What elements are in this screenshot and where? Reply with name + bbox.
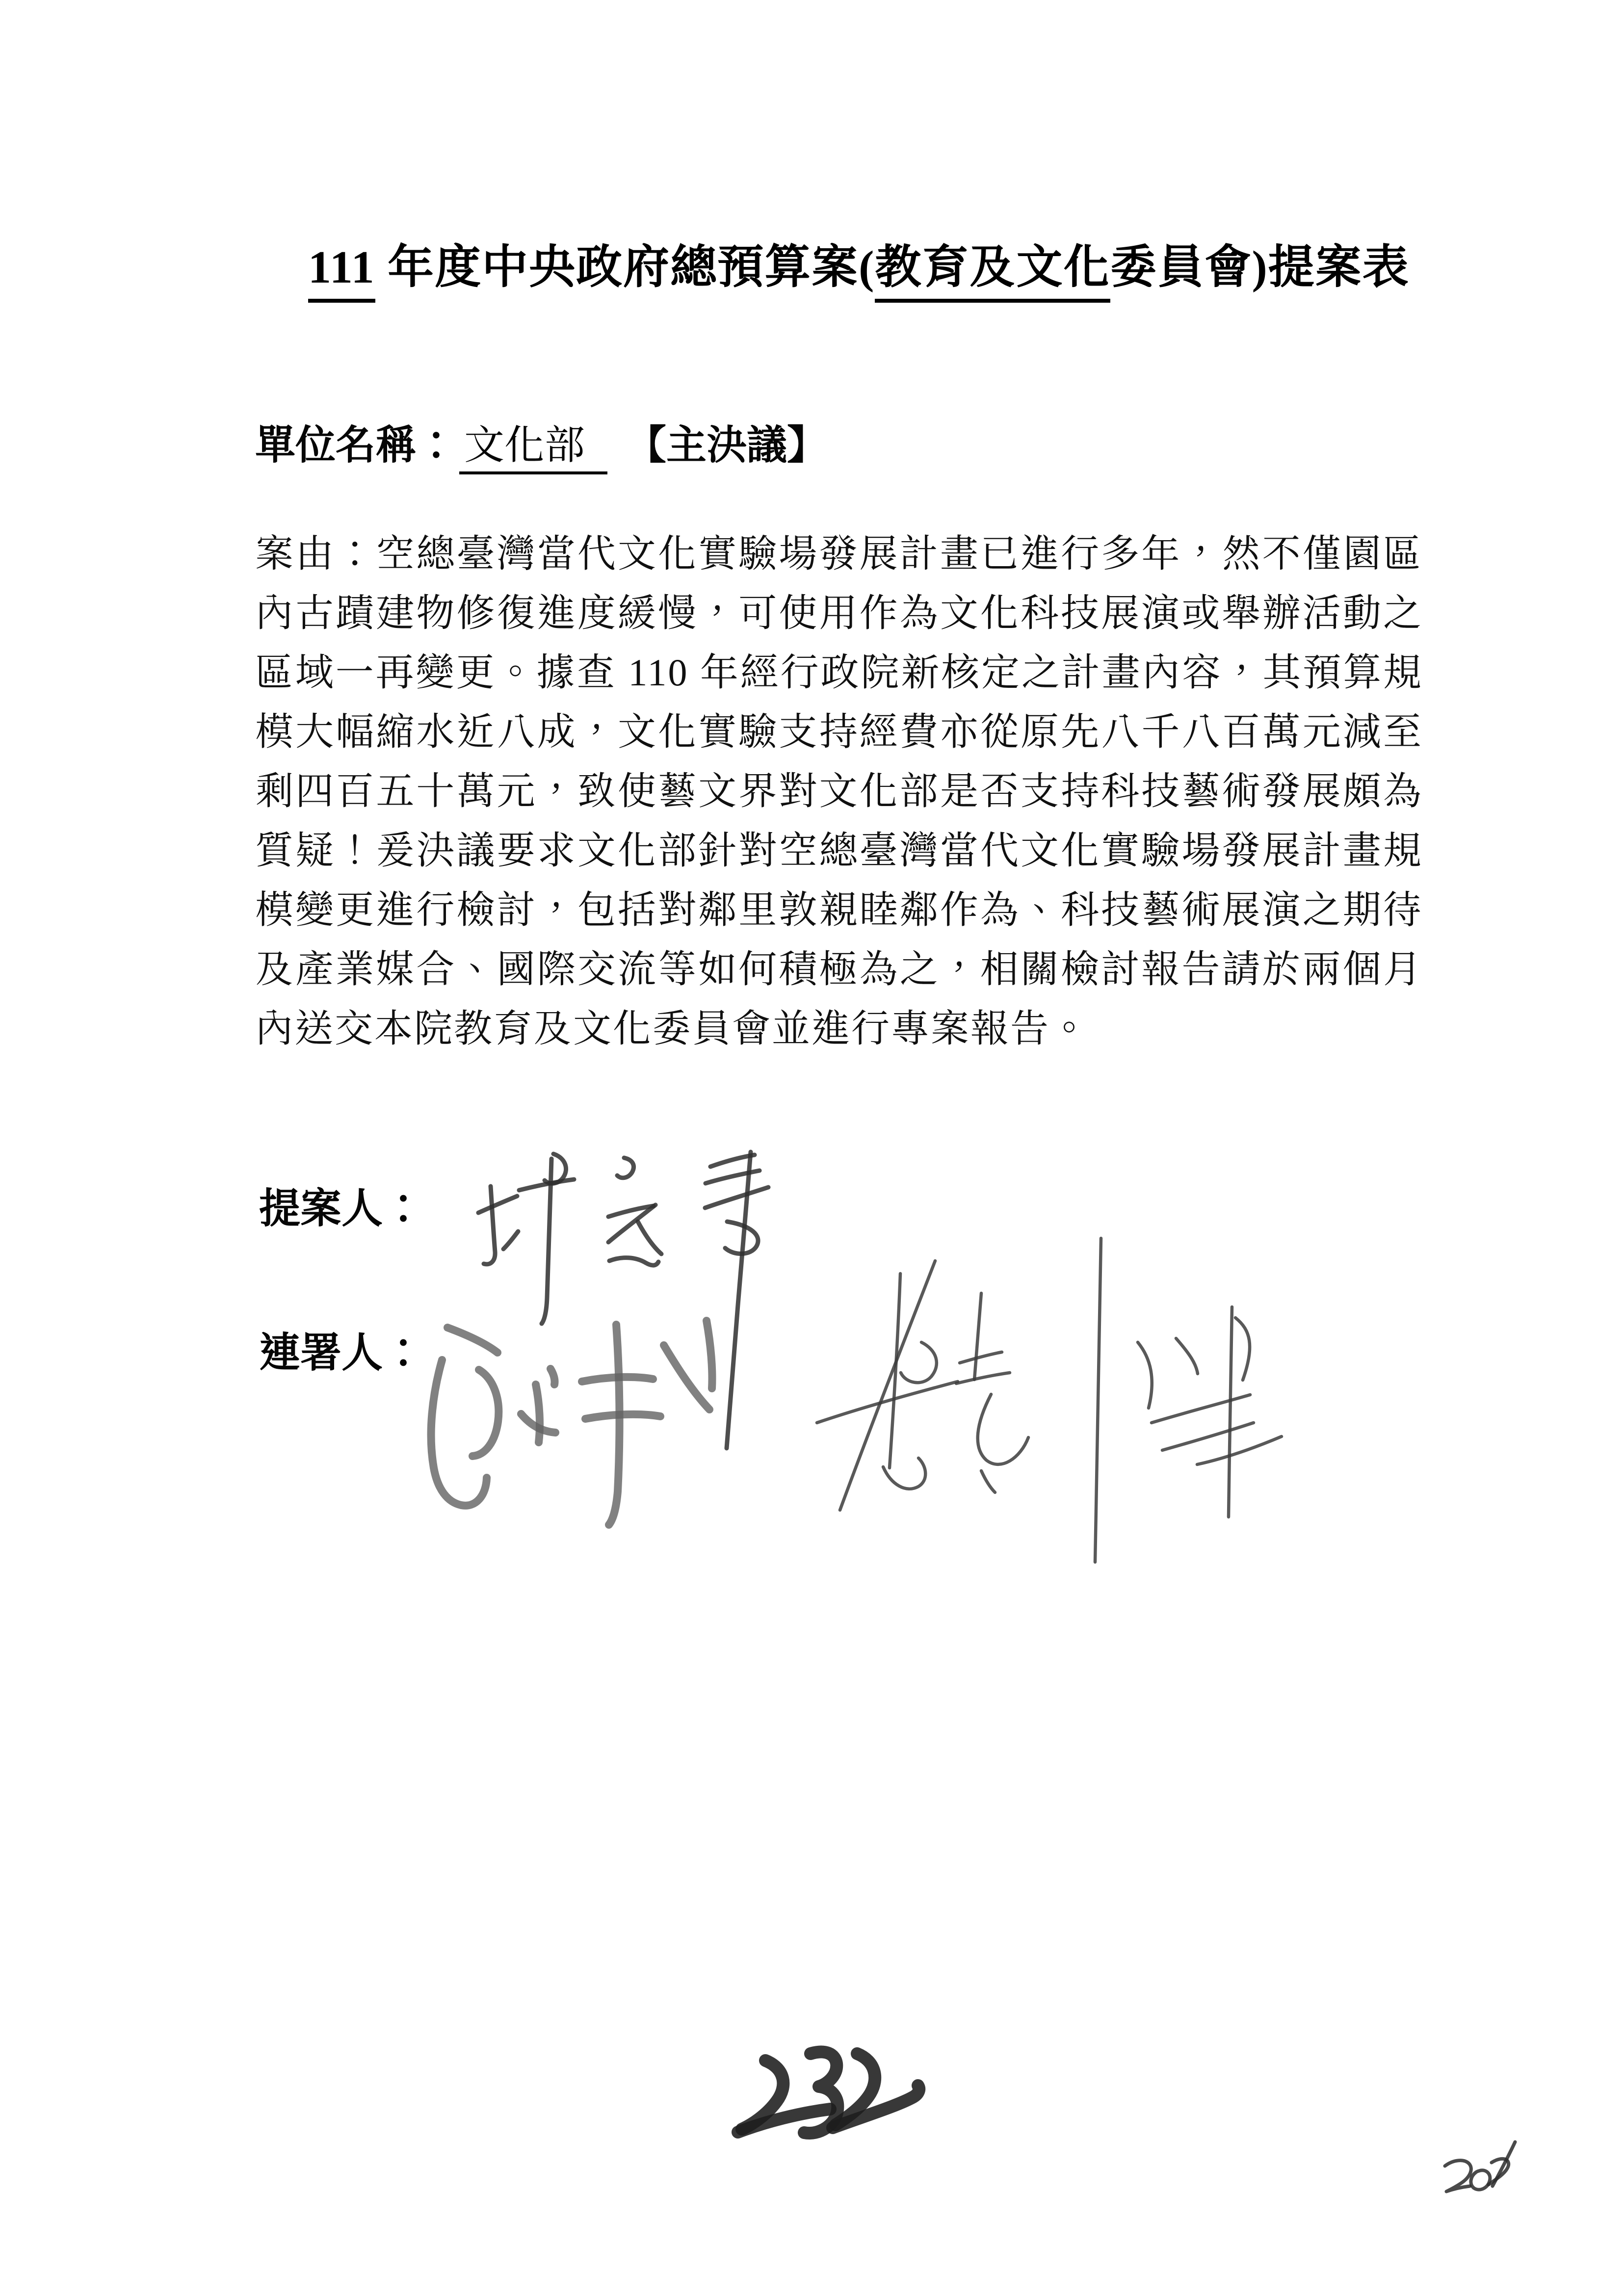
handwritten-page-number bbox=[738, 2052, 919, 2134]
case-line: 內送交本院教育及文化委員會並進行專案報告。 bbox=[255, 1007, 1090, 1050]
corner-page-annotation bbox=[1445, 2142, 1515, 2192]
title-year-number: 111 bbox=[308, 242, 375, 303]
cosigner-label: 連署人： bbox=[259, 1331, 424, 1376]
unit-name-label: 單位名稱： bbox=[255, 423, 457, 468]
unit-name-value: 文化部 bbox=[459, 423, 607, 474]
case-line: 剩四百五十萬元，致使藝文界對文化部是否支持科技藝術發展頗為 bbox=[255, 770, 1423, 812]
case-line: 內古蹟建物修復進度緩慢，可使用作為文化科技展演或舉辦活動之 bbox=[255, 592, 1423, 634]
case-line: 案由：空總臺灣當代文化實驗場發展計畫已進行多年，然不僅園區 bbox=[255, 532, 1423, 575]
case-line: 模大幅縮水近八成，文化實驗支持經費亦從原先八千八百萬元減至 bbox=[255, 710, 1423, 753]
case-line: 質疑！爰決議要求文化部針對空總臺灣當代文化實驗場發展計畫規 bbox=[255, 829, 1423, 872]
unit-name-line bbox=[255, 413, 827, 470]
main-resolution-tag: 【主決議】 bbox=[626, 423, 828, 468]
proposer-label: 提案人： bbox=[259, 1186, 424, 1232]
signature-cosigner-1 bbox=[431, 1321, 712, 1525]
title-main-text: 年度中央政府總預算案( bbox=[375, 242, 875, 293]
case-line: 及產業媒合、國際交流等如何積極為之，相關檢討報告請於兩個月 bbox=[255, 948, 1423, 991]
signature-proposer bbox=[478, 1152, 768, 1448]
title-suffix: 委員會)提案表 bbox=[1110, 242, 1410, 293]
case-line: 區域一再變更。據查 110 年經行政院新核定之計畫內容，其預算規 bbox=[255, 651, 1423, 694]
case-description bbox=[255, 524, 1423, 1058]
case-line: 模變更進行檢討，包括對鄰里敦親睦鄰作為、科技藝術展演之期待 bbox=[255, 888, 1423, 931]
document-title bbox=[308, 230, 1410, 296]
signature-cosigner-2 bbox=[817, 1238, 1282, 1562]
title-committee-name: 教育及文化 bbox=[875, 242, 1110, 303]
